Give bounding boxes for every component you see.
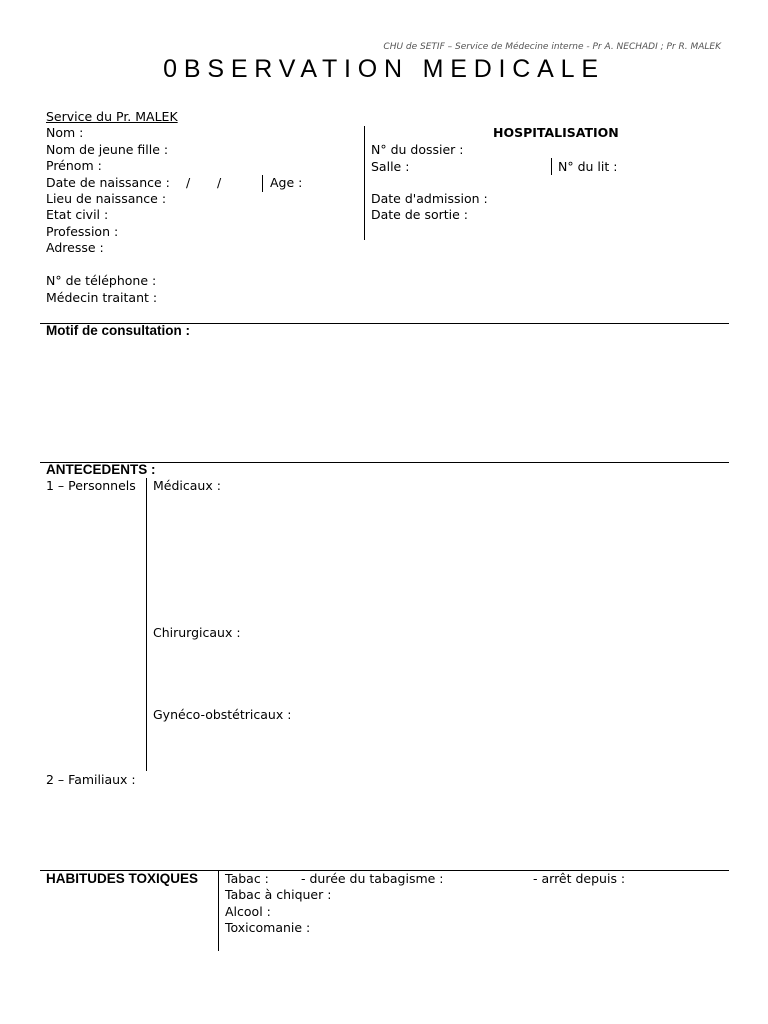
institution-header: CHU de SETIF – Service de Médecine interne - Pr A. NECHADI ; Pr R. MALEK — [383, 42, 721, 52]
duree-tabagisme-field[interactable]: - durée du tabagisme : — [301, 871, 444, 886]
service-label: Service du Pr. MALEK — [46, 109, 178, 124]
etat-civil-field[interactable]: Etat civil : — [46, 207, 109, 222]
age-divider — [262, 175, 263, 192]
profession-field[interactable]: Profession : — [46, 224, 119, 239]
medecin-traitant-field[interactable]: Médecin traitant : — [46, 290, 158, 305]
hospitalisation-title: HOSPITALISATION — [493, 125, 619, 140]
lit-divider — [551, 158, 552, 175]
motif-area[interactable] — [46, 342, 726, 457]
adresse-field[interactable]: Adresse : — [46, 240, 104, 255]
antecedents-title: ANTECEDENTS : — [46, 462, 156, 477]
lit-field[interactable]: N° du lit : — [558, 159, 618, 174]
telephone-field[interactable]: N° de téléphone : — [46, 273, 157, 288]
tabac-chiquer-field[interactable]: Tabac à chiquer : — [225, 887, 332, 902]
page-title: 0BSERVATION MEDICALE — [163, 55, 605, 83]
lieu-naissance-field[interactable]: Lieu de naissance : — [46, 191, 167, 206]
date-admission-field[interactable]: Date d'admission : — [371, 191, 488, 206]
date-naissance-field[interactable]: Date de naissance : — [46, 175, 170, 190]
prenom-field[interactable]: Prénom : — [46, 158, 102, 173]
habitudes-title: HABITUDES TOXIQUES — [46, 871, 199, 886]
date-sortie-field[interactable]: Date de sortie : — [371, 207, 468, 222]
date-separator: / — [217, 175, 222, 190]
motif-title: Motif de consultation : — [46, 323, 190, 338]
personnels-label: 1 – Personnels — [46, 478, 136, 493]
nom-jeune-fille-field[interactable]: Nom de jeune fille : — [46, 142, 169, 157]
age-field[interactable]: Age : — [270, 175, 303, 190]
nom-field[interactable]: Nom : — [46, 125, 84, 140]
antecedents-divider — [146, 478, 147, 771]
chirurgicaux-field[interactable]: Chirurgicaux : — [153, 625, 241, 640]
arret-depuis-field[interactable]: - arrêt depuis : — [533, 871, 626, 886]
dossier-field[interactable]: N° du dossier : — [371, 142, 464, 157]
alcool-field[interactable]: Alcool : — [225, 904, 271, 919]
gyneco-field[interactable]: Gynéco-obstétricaux : — [153, 707, 292, 722]
medicaux-field[interactable]: Médicaux : — [153, 478, 221, 493]
familiaux-field[interactable]: 2 – Familiaux : — [46, 772, 136, 787]
tabac-field[interactable]: Tabac : — [225, 871, 269, 886]
toxicomanie-field[interactable]: Toxicomanie : — [225, 920, 311, 935]
salle-field[interactable]: Salle : — [371, 159, 410, 174]
habitudes-divider — [218, 871, 219, 951]
date-separator: / — [186, 175, 191, 190]
column-divider — [364, 126, 365, 240]
